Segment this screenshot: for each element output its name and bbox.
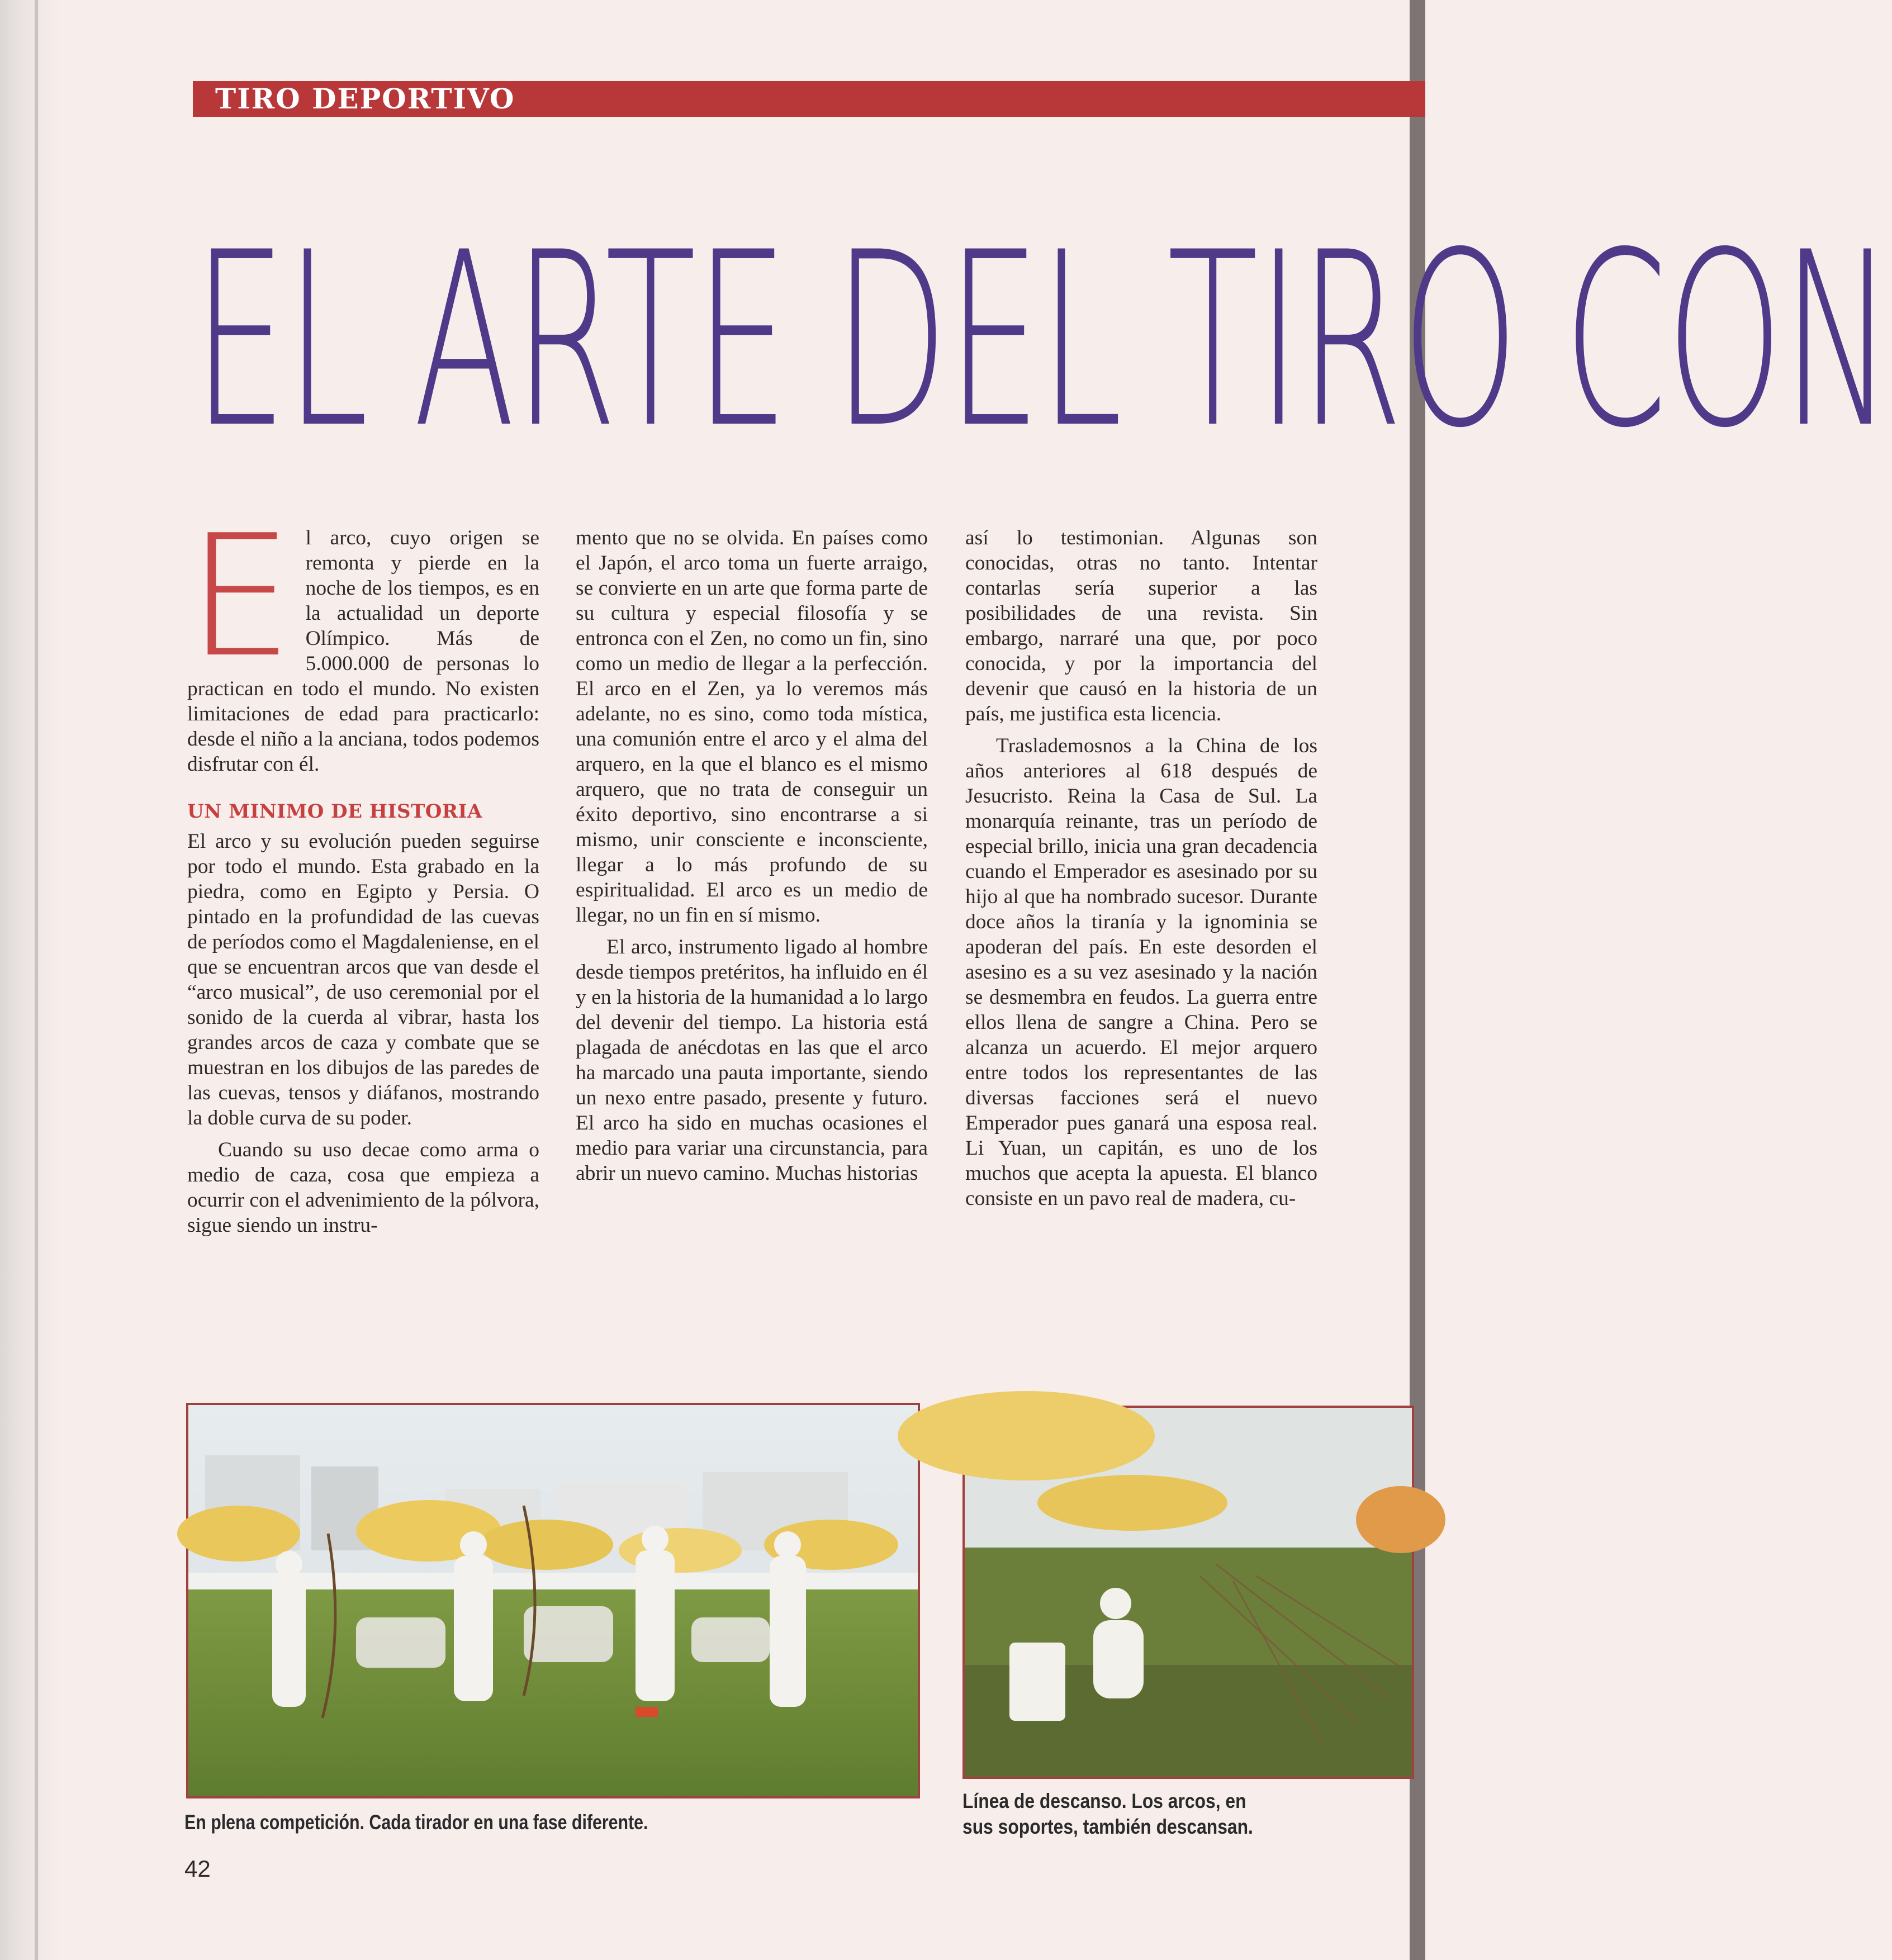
paragraph: El arco, instrumento ligado al hombre desde tiempos pretéritos, ha influido en él y en la historia de la humanidad a lo largo del devenir del tiempo. La historia está plagada de anécdotas en las que el arco ha marcado una pauta importante, siendo un nexo entre pasado, presente y futuro. El arco ha sido en muchas ocasiones el medio para variar una circunstancia, para abrir un nuevo camino. Muchas historias <box>576 936 928 1185</box>
paragraph: El arco y su evolución pueden seguirse por todo el mundo. Esta grabado en la piedra, como en Egipto y Persia. O pintado en la profundidad de las cuevas de períodos como el Magdaleniense, en el que se encuentran arcos que van desde el “arco musical”, de uso ceremonial por el sonido de la cuerda al vibrar, hasta los grandes arcos de caza y combate que se muestran en los dibujos de las paredes de las cuevas, tensos y diáfanos, mostrando la doble curva de su poder. <box>187 830 539 1130</box>
photo-rest-line <box>962 1406 1414 1779</box>
intro-paragraph <box>187 499 539 777</box>
photo-caption-rest-line: Línea de descanso. Los arcos, en sus soportes, también descansan. <box>962 1790 1253 1838</box>
text-column-1 <box>187 499 539 1245</box>
paragraph: mento que no se olvida. En países como el Japón, el arco toma un fuerte arraigo, se convierte en un arte que forma parte de su cultura y especial filosofía y se entronca con el Zen, no como un fin, sino como un medio de llegar a la perfección. El arco en el Zen, ya lo veremos más adelante, no es sino, como toda mística, una comunión entre el arco y el alma del arquero, en la que el blanco es el mismo arquero, que no trata de conseguir un éxito deportivo, sino encontrarse a si mismo, unir consciente e inconsciente, llegar a lo más profundo de su espiritualidad. El arco es un medio de llegar, no un fin en sí mismo. <box>576 526 928 927</box>
drop-cap: E <box>187 499 293 694</box>
intro-text: l arco, cuyo origen se remonta y pierde en la noche de los tiempos, es en la actualidad un deporte Olímpico. Más de 5.000.000 de personas lo practican en todo el mundo. No existen limitaciones de edad para practicarlo: desde el niño a la anciana, todos podemos disfrutar con él. <box>187 526 539 776</box>
text-column-3 <box>965 525 1317 1218</box>
photo-caption-competition: En plena competición. Cada tirador en una fase diferente. <box>184 1811 648 1834</box>
photo-competition-image <box>188 1405 918 1796</box>
paragraph: Cuando su uso decae como arma o medio de caza, cosa que empieza a ocurrir con el advenimiento de la pólvora, sigue siendo un instru- <box>187 1138 539 1237</box>
subheading-historia: UN MINIMO DE HISTORIA <box>187 800 482 823</box>
photo-competition <box>186 1403 920 1798</box>
binding-spine <box>35 0 38 1960</box>
article-headline: EL ARTE DEL TIRO CON <box>193 201 1892 481</box>
page-number: 42 <box>184 1855 211 1882</box>
text-column-2 <box>576 525 928 1193</box>
photo-rest-line-image <box>965 1408 1412 1777</box>
paragraph: Traslademosnos a la China de los años anteriores al 618 después de Jesucristo. Reina la Casa de Sul. La monarquía reinante, tras un período de especial brillo, inicia una gran decadencia cuando el Emperador es asesinado por su hijo al que ha nombrado sucesor. Durante doce años la tiranía y la ignominia se apoderan del país. En este desorden el asesino es a su vez asesinado y la nación se desmembra en feudos. La guerra entre ellos llena de sangre a China. Pero se alcanza un acuerdo. El mejor arquero entre todos los representantes de las diversas facciones será el nuevo Emperador pues ganará una esposa real. Li Yuan, un capitán, es uno de los muchos que acepta la apuesta. El blanco consiste en un pavo real de madera, cu- <box>965 734 1317 1210</box>
section-label: TIRO DEPORTIVO <box>215 82 515 115</box>
page-gutter-shadow <box>0 0 61 1960</box>
paragraph: así lo testimonian. Algunas son conocidas, otras no tanto. Intentar contarlas sería superior a las posibilidades de una revista. Sin embargo, narraré una que, por poco conocida, y por la importancia del devenir que causó en la historia de un país, me justifica esta licencia. <box>965 526 1317 725</box>
